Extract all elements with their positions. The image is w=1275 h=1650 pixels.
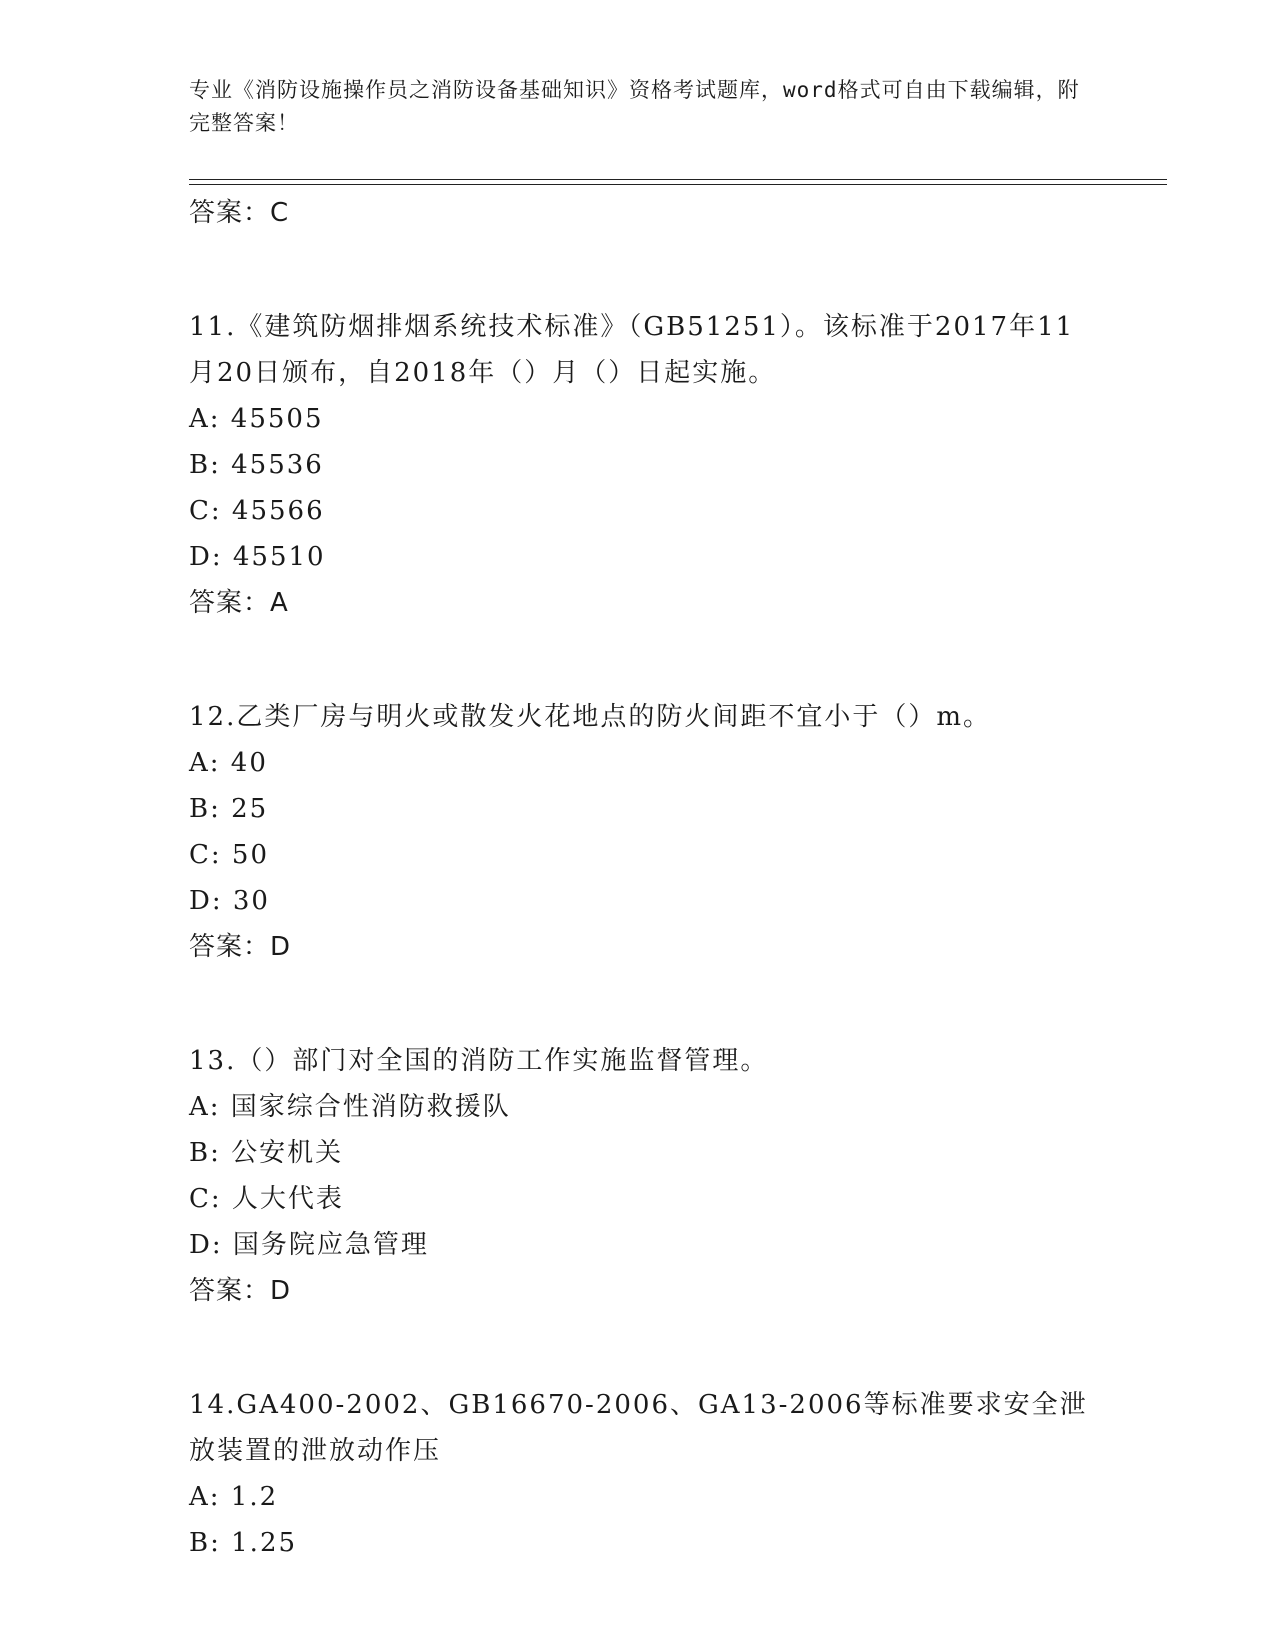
question-list: [189, 190, 1109, 1566]
header-divider-bottom: [189, 184, 1167, 185]
answer-line: 答案：C: [189, 198, 290, 228]
question-text: 11.《建筑防烟排烟系统技术标准》（GB51251）。该标准于2017年11月20日颁布，自2018年（）月（）日起实施。: [189, 312, 1075, 388]
option-a: A: 40: [189, 748, 268, 778]
question-text: 13.（）部门对全国的消防工作实施监督管理。: [189, 1046, 769, 1076]
answer-line: 答案：D: [189, 932, 292, 962]
answer-line: 答案：D: [189, 1276, 292, 1306]
option-b: B: 25: [189, 794, 269, 824]
document-header: 专业《消防设施操作员之消防设备基础知识》资格考试题库，word格式可自由下载编辑，附完整答案！: [189, 78, 1080, 135]
option-c: C: 45566: [189, 496, 325, 526]
header-divider-top: [189, 179, 1167, 180]
option-a: A: 1.2: [189, 1482, 279, 1512]
question-block: [189, 1382, 1109, 1566]
option-d: D: 国务院应急管理: [189, 1230, 429, 1260]
question-text: 14.GA400-2002、GB16670-2006、GA13-2006等标准要求安全泄放装置的泄放动作压: [189, 1390, 1088, 1466]
option-b: B: 1.25: [189, 1528, 298, 1558]
question-text: 12.乙类厂房与明火或散发火花地点的防火间距不宜小于（）m。: [189, 702, 992, 732]
option-a: A: 国家综合性消防救援队: [189, 1092, 511, 1122]
option-b: B: 公安机关: [189, 1138, 344, 1168]
question-block: [189, 1038, 1109, 1314]
question-block: [189, 304, 1109, 626]
option-c: C: 50: [189, 840, 270, 870]
answer-line: 答案：A: [189, 588, 289, 618]
question-block: [189, 694, 1109, 970]
option-d: D: 30: [189, 886, 270, 916]
option-c: C: 人大代表: [189, 1184, 344, 1214]
option-b: B: 45536: [189, 450, 324, 480]
option-d: D: 45510: [189, 542, 326, 572]
option-a: A: 45505: [189, 404, 324, 434]
